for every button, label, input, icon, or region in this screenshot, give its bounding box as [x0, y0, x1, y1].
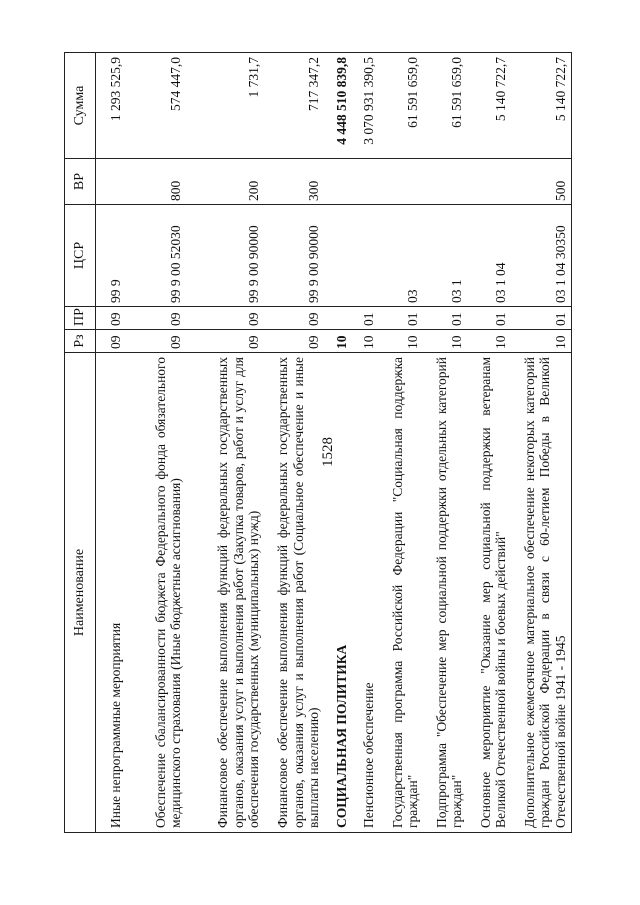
header-vr: ВР [65, 159, 96, 205]
row-pr: 01 [468, 307, 512, 330]
row-csr [353, 205, 380, 307]
table-row [127, 53, 187, 833]
row-sum: 3 070 931 390,5 [353, 53, 380, 159]
row-pr: 09 [187, 307, 265, 330]
row-csr: 99 9 00 52030 [127, 205, 187, 307]
row-name: Пенсионное обеспечение [353, 353, 380, 833]
row-rz: 10 [353, 330, 380, 353]
row-rz: 10 [512, 330, 572, 353]
table-row [424, 53, 468, 833]
row-rz: 09 [265, 330, 325, 353]
row-pr: 01 [424, 307, 468, 330]
row-rz: 10 [380, 330, 424, 353]
row-name: Финансовое обеспечение выполнения функций федеральных государственных органов, оказания услуг и выполнения работ (Закупка товаров, работ и услуг для обеспечения государственных (муниципальных) нужд) [187, 353, 265, 833]
row-csr: 99 9 [96, 205, 127, 307]
budget-table [64, 52, 572, 833]
header-pr: ПР [65, 307, 96, 330]
row-name: Обеспечение сбалансированности бюджета Федерального фонда обязательного медицинского страхования (Иные бюджетные ассигнования) [127, 353, 187, 833]
row-sum: 1 731,7 [187, 53, 265, 159]
row-vr [380, 159, 424, 205]
row-rz: 10 [325, 330, 353, 353]
row-name: СОЦИАЛЬНАЯ ПОЛИТИКА [325, 353, 353, 833]
page-number: 1528 [320, 437, 336, 467]
row-csr: 03 1 04 30350 [512, 205, 572, 307]
row-sum: 5 140 722,7 [512, 53, 572, 159]
row-sum: 4 448 510 839,8 [325, 53, 353, 159]
row-vr: 500 [512, 159, 572, 205]
table-row [353, 53, 380, 833]
row-rz: 09 [96, 330, 127, 353]
table-row [265, 53, 325, 833]
row-vr: 300 [265, 159, 325, 205]
row-vr [353, 159, 380, 205]
row-csr: 03 1 04 [468, 205, 512, 307]
table-row [512, 53, 572, 833]
row-vr [325, 159, 353, 205]
row-pr: 09 [265, 307, 325, 330]
row-vr [468, 159, 512, 205]
row-pr: 01 [353, 307, 380, 330]
row-name: Подпрограмма "Обеспечение мер социальной поддержки отдельных категорий граждан" [424, 353, 468, 833]
table-row [187, 53, 265, 833]
row-vr: 200 [187, 159, 265, 205]
row-name: Иные непрограммные мероприятия [96, 353, 127, 833]
header-csr: ЦСР [65, 205, 96, 307]
table-row [96, 53, 127, 833]
table-row [380, 53, 424, 833]
row-rz: 10 [424, 330, 468, 353]
row-pr [325, 307, 353, 330]
row-name: Финансовое обеспечение выполнения функций федеральных государственных органов, оказания услуг и выполнения работ (Социальное обеспечение и иные выплаты населению) [265, 353, 325, 833]
row-sum: 717 347,2 [265, 53, 325, 159]
row-csr: 03 [380, 205, 424, 307]
table-row [468, 53, 512, 833]
row-csr: 99 9 00 90000 [187, 205, 265, 307]
row-name: Основное мероприятие "Оказание мер социальной поддержки ветеранам Великой Отечественной войны и боевых действий" [468, 353, 512, 833]
row-sum: 574 447,0 [127, 53, 187, 159]
row-pr: 09 [96, 307, 127, 330]
table-row [325, 53, 353, 833]
header-sum: Сумма [65, 53, 96, 159]
row-name: Дополнительное ежемесячное материальное обеспечение некоторых категорий граждан Российской Федерации в связи с 60-летием Победы в Великой Отечественной войне 1941 - 1945 [512, 353, 572, 833]
row-pr: 09 [127, 307, 187, 330]
header-name: Наименование [65, 353, 96, 833]
row-rz: 09 [127, 330, 187, 353]
row-csr [325, 205, 353, 307]
row-csr: 99 9 00 90000 [265, 205, 325, 307]
row-name: Государственная программа Российской Федерации "Социальная поддержка граждан" [380, 353, 424, 833]
header-rz: Рз [65, 330, 96, 353]
row-pr: 01 [512, 307, 572, 330]
table-header-row [65, 53, 96, 833]
row-sum: 5 140 722,7 [468, 53, 512, 159]
row-rz: 09 [187, 330, 265, 353]
row-vr [424, 159, 468, 205]
row-vr [96, 159, 127, 205]
row-sum: 61 591 659,0 [424, 53, 468, 159]
row-sum: 1 293 525,9 [96, 53, 127, 159]
row-rz: 10 [468, 330, 512, 353]
rotated-page [64, 53, 588, 833]
row-csr: 03 1 [424, 205, 468, 307]
row-vr: 800 [127, 159, 187, 205]
row-sum: 61 591 659,0 [380, 53, 424, 159]
row-pr: 01 [380, 307, 424, 330]
